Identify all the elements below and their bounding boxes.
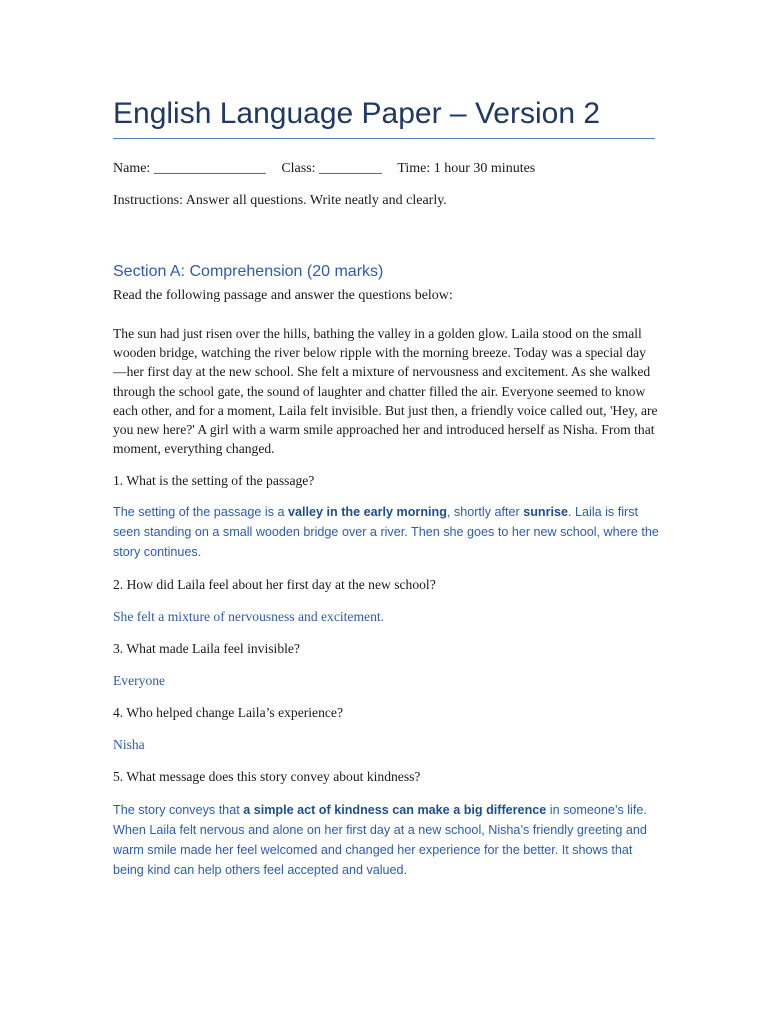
title-underline — [113, 138, 655, 139]
instructions: Instructions: Answer all questions. Write neatly and clearly. — [113, 193, 447, 208]
time-info: Time: 1 hour 30 minutes — [397, 161, 536, 176]
answer-1: The setting of the passage is a valley in the early morning, shortly after sunrise. Laila is first seen standing on a small wooden bridge over a river. Then she goes to her new school, where the story continues. — [113, 505, 659, 559]
question-4: 4. Who helped change Laila’s experience? — [113, 705, 343, 720]
document-title: English Language Paper – Version 2 — [113, 97, 601, 130]
answer-5: The story conveys that a simple act of kindness can make a big difference in someone’s life. When Laila felt nervous and alone on her first day at a new school, Nisha’s friendly greeting and warm smile made her feel welcomed and changed her experience for the better. It shows that being kind can help others feel accepted and valued. — [113, 803, 647, 877]
answer-3: Everyone — [113, 673, 166, 688]
section-a-intro: Read the following passage and answer the questions below: — [113, 288, 453, 303]
answer-2: She felt a mixture of nervousness and excitement. — [113, 609, 385, 624]
answer-4: Nisha — [113, 737, 145, 752]
student-info-line — [113, 159, 547, 179]
comprehension-passage: The sun had just risen over the hills, bathing the valley in a golden glow. Laila stood on the small wooden bridge, watching the river below ripple with the morning breeze. Today was a special day—her first day at the new school. She felt a mixture of nervousness and excitement. As she walked through the school gate, the sound of laughter and chatter filled the air. Everyone seemed to know each other, and for a moment, Laila felt invisible. But just then, a friendly voice called out, 'Hey, are you new here?' A girl with a warm smile approached her and introduced herself as Nisha. From that moment, everything changed. — [113, 326, 658, 457]
question-3: 3. What made Laila feel invisible? — [113, 641, 300, 656]
question-2: 2. How did Laila feel about her first day at the new school? — [113, 577, 436, 592]
question-1: 1. What is the setting of the passage? — [113, 473, 315, 488]
class-field: Class: _________ — [281, 161, 383, 176]
name-field: Name: ________________ — [113, 161, 266, 176]
question-5: 5. What message does this story convey about kindness? — [113, 769, 421, 784]
section-a-heading: Section A: Comprehension (20 marks) — [113, 263, 384, 280]
